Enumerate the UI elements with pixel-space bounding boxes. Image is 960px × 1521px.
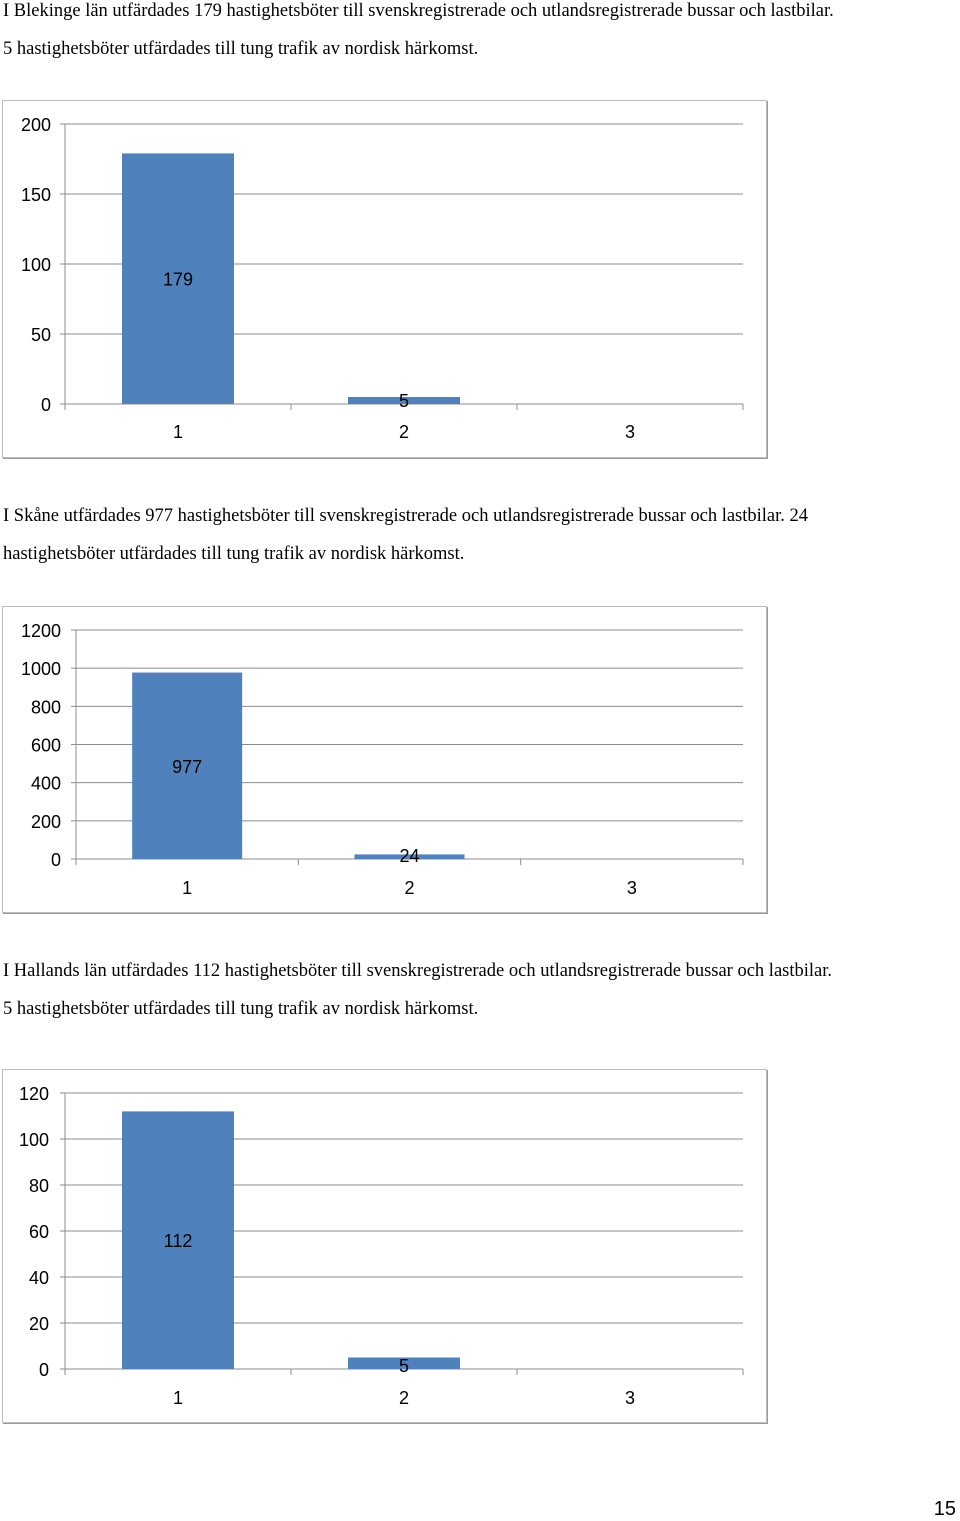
y-tick-label: 1200 — [20, 621, 61, 641]
x-tick-label: 1 — [172, 422, 184, 442]
y-tick-label: 20 — [28, 1314, 49, 1334]
y-tick-label: 1000 — [20, 659, 61, 680]
y-tick-label: 100 — [18, 1130, 49, 1150]
y-tick-label: 0 — [50, 850, 61, 870]
y-tick-label: 150 — [20, 185, 51, 205]
x-tick-label: 2 — [398, 422, 410, 442]
paragraph-line: I Blekinge län utfärdades 179 hastighetsböter till svenskregistrerade och utlandsregistrerade bussar och lastbilar. — [3, 1, 834, 21]
x-tick-label: 1 — [182, 878, 193, 898]
paragraph-line: 5 hastighetsböter utfärdades till tung trafik av nordisk härkomst. — [3, 39, 479, 59]
y-tick-label: 50 — [30, 325, 51, 345]
x-tick-label: 3 — [624, 1388, 636, 1408]
paragraph-halland — [3, 952, 958, 1028]
y-tick-label: 40 — [28, 1268, 49, 1288]
x-tick-label: 2 — [398, 1388, 410, 1408]
data-label: 179 — [162, 269, 194, 290]
y-tick-label: 0 — [38, 1360, 49, 1380]
y-tick-label: 200 — [30, 811, 61, 832]
y-tick-label: 400 — [30, 773, 61, 794]
page-number: 15 — [933, 1498, 956, 1520]
chart-skane — [2, 606, 767, 913]
paragraph-line: I Hallands län utfärdades 112 hastighetsböter till svenskregistrerade och utlandsregistrerade bussar och lastbilar. — [3, 961, 832, 981]
bar-chart-skane — [3, 607, 766, 912]
x-tick-label: 2 — [404, 878, 415, 898]
bar-chart-halland — [3, 1070, 766, 1422]
y-tick-label: 80 — [28, 1176, 49, 1196]
paragraph-skane — [3, 497, 958, 573]
x-tick-label: 3 — [624, 422, 636, 442]
data-label: 977 — [172, 756, 203, 777]
y-tick-label: 800 — [30, 697, 61, 718]
data-label: 24 — [399, 846, 420, 866]
x-tick-label: 1 — [172, 1388, 184, 1408]
paragraph-line: 5 hastighetsböter utfärdades till tung trafik av nordisk härkomst. — [3, 999, 479, 1019]
y-tick-label: 100 — [20, 255, 51, 275]
paragraph-line: hastighetsböter utfärdades till tung trafik av nordisk härkomst. — [3, 544, 465, 564]
chart-halland — [2, 1069, 767, 1423]
paragraph-line: I Skåne utfärdades 977 hastighetsböter till svenskregistrerade och utlandsregistrerade bussar och lastbilar. 24 — [3, 506, 809, 526]
data-label: 5 — [398, 391, 410, 411]
data-label: 112 — [163, 1231, 193, 1252]
y-tick-label: 60 — [28, 1222, 49, 1242]
y-tick-label: 120 — [18, 1084, 49, 1104]
chart-blekinge — [2, 100, 767, 458]
x-tick-label: 3 — [626, 878, 637, 898]
data-label: 5 — [398, 1356, 410, 1376]
bar-chart-blekinge — [3, 101, 766, 457]
paragraph-blekinge — [3, 0, 958, 68]
y-tick-label: 600 — [30, 735, 61, 756]
y-tick-label: 0 — [40, 395, 51, 415]
y-tick-label: 200 — [20, 115, 51, 135]
